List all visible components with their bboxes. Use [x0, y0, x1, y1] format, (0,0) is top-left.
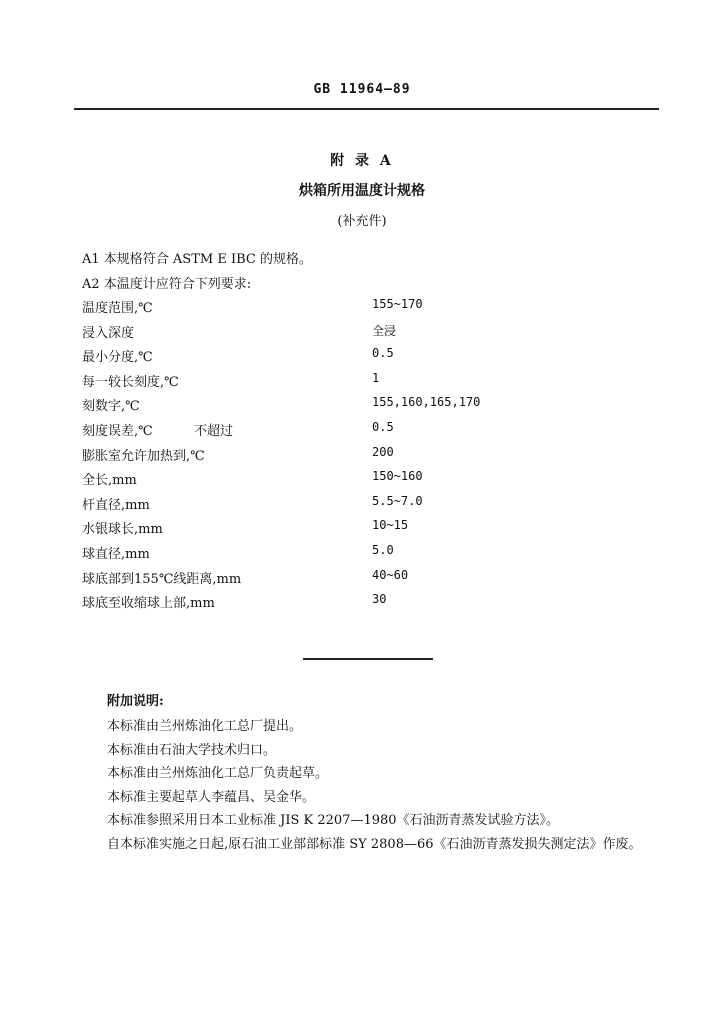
spec-row	[82, 568, 562, 593]
spec-name: 浸入深度	[82, 325, 135, 341]
spec-row	[82, 445, 562, 470]
document-header: GB 11964—89	[313, 82, 411, 97]
appendix-title-block	[0, 150, 724, 229]
spec-value: 全浸	[372, 323, 397, 338]
spec-value: 1	[372, 370, 380, 385]
spec-name: 膨胀室允许加热到,℃	[82, 448, 205, 464]
spec-value: 200	[372, 444, 394, 459]
notes-heading: 附加说明:	[107, 694, 164, 709]
appendix-title: 附 录 A	[330, 153, 394, 169]
spec-name: 水银球长,mm	[82, 522, 163, 538]
note-line: 自本标准实施之日起,原石油工业部部标准 SY 2808—66《石油沥青蒸发损失测定法》作废。	[107, 836, 642, 852]
appendix-subtitle: 烘箱所用温度计规格	[299, 183, 425, 199]
appendix-note: (补充件)	[337, 214, 387, 229]
spec-row	[82, 420, 562, 445]
spec-row	[82, 395, 562, 420]
spec-name: 刻数字,℃	[82, 399, 140, 415]
spec-row	[82, 469, 562, 494]
additional-notes	[107, 690, 642, 856]
spec-value: 40~60	[372, 567, 409, 582]
spec-row	[82, 592, 562, 617]
header-rule	[74, 108, 659, 110]
spec-name: 刻度误差,℃	[82, 423, 153, 439]
spec-value: 155,160,165,170	[372, 395, 481, 410]
note-line: 本标准由兰州炼油化工总厂提出。	[107, 719, 303, 734]
section-end-rule	[303, 658, 433, 660]
spec-value: 5.5~7.0	[372, 493, 423, 508]
note-line: 本标准由石油大学技术归口。	[107, 742, 277, 758]
spec-value: 5.0	[372, 542, 394, 557]
spec-value: 10~15	[372, 518, 409, 533]
spec-name: 球底部到155℃线距离,mm	[82, 571, 242, 587]
spec-value: 0.5	[372, 346, 394, 361]
note-line: 本标准主要起草人李蕴昌、吴金华。	[107, 789, 316, 805]
spec-row	[82, 494, 562, 519]
spec-row	[82, 346, 562, 371]
item-a1: A1 本规格符合 ASTM E IBC 的规格。	[82, 252, 312, 267]
spec-qualifier: 不超过	[194, 423, 234, 439]
spec-row	[82, 518, 562, 543]
spec-name: 温度范围,℃	[82, 301, 153, 316]
spec-table	[82, 297, 562, 617]
note-line: 本标准由兰州炼油化工总厂负责起草。	[107, 766, 329, 781]
spec-name: 每一较长刻度,℃	[82, 374, 179, 390]
spec-value: 0.5	[372, 419, 394, 434]
spec-name: 球直径,mm	[82, 546, 150, 562]
spec-name: 全长,mm	[82, 473, 137, 489]
spec-value: 150~160	[372, 469, 423, 484]
spec-value: 30	[372, 592, 387, 607]
note-line: 本标准参照采用日本工业标准 JIS K 2207—1980《石油沥青蒸发试验方法》。	[107, 813, 560, 828]
spec-row	[82, 371, 562, 396]
spec-value: 155~170	[372, 297, 423, 311]
spec-row	[82, 543, 562, 568]
spec-row	[82, 297, 562, 322]
spec-row	[82, 322, 562, 347]
spec-name: 球底至收缩球上部,mm	[82, 596, 215, 612]
item-a2: A2 本温度计应符合下列要求:	[82, 277, 252, 292]
spec-name: 杆直径,mm	[82, 497, 150, 513]
spec-name: 最小分度,℃	[82, 350, 153, 366]
